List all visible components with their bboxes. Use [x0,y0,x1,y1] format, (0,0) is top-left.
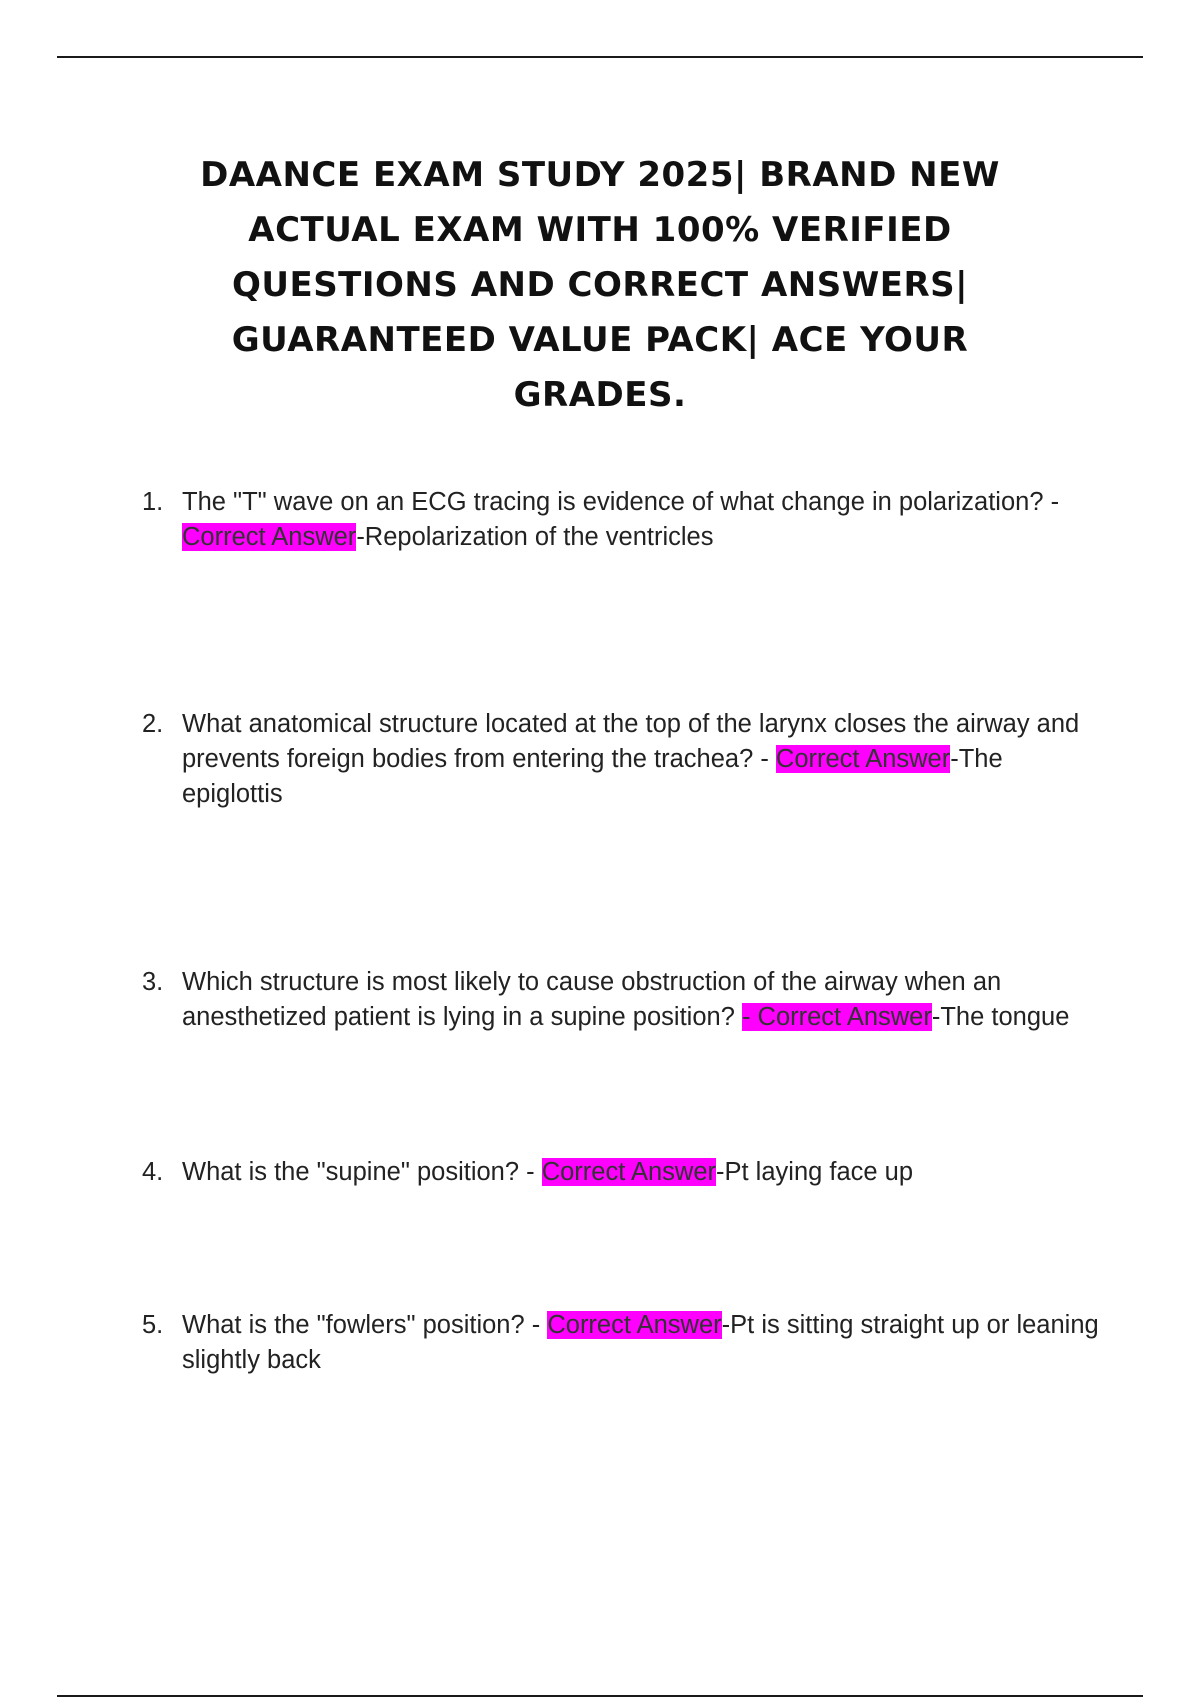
footer-rule [57,1695,1143,1697]
answer-text: -Repolarization of the ventricles [356,523,714,551]
question-number: 3. [142,968,164,996]
correct-answer-highlight: Correct Answer [775,745,951,773]
question-text: What anatomical structure located at the top of the larynx closes the airway and prevents foreign bodies from entering the trachea? - [182,710,1080,773]
correct-answer-highlight: Correct Answer [547,1311,722,1339]
answer-text: -Pt laying face up [716,1158,914,1186]
question-text: The "T" wave on an ECG tracing is evidence of what change in polarization? - [182,488,1060,516]
correct-answer-highlight: - Correct Answer [741,1003,932,1031]
document-title: DAANCE EXAM STUDY 2025| BRAND NEW ACTUAL EXAM WITH 100% VERIFIED QUESTIONS AND CORRECT ANSWERS| GUARANTEED VALUE PACK| ACE YOUR GRADES. [200,155,1000,415]
question-item-2 [140,707,1100,812]
question-text: What is the "supine" position? - [182,1158,542,1186]
correct-answer-highlight: Correct Answer [182,523,357,551]
answer-text: -The epiglottis [182,745,1003,808]
question-item-4 [140,1155,1100,1190]
answer-text: -The tongue [931,1003,1070,1031]
question-text: Which structure is most likely to cause obstruction of the airway when an anesthetized patient is lying in a supine position? [182,968,1002,1031]
question-number: 2. [142,710,164,738]
question-text: What is the "fowlers" position? - [182,1311,548,1339]
question-item-5 [140,1308,1100,1378]
correct-answer-highlight: Correct Answer [541,1158,717,1186]
question-number: 1. [142,488,164,516]
question-item-3 [140,965,1100,1035]
question-item-1 [140,485,1100,555]
question-number: 4. [142,1158,164,1186]
header-rule [57,56,1143,58]
question-list [140,485,1100,1378]
answer-text: -Pt is sitting straight up or leaning slightly back [182,1311,1099,1374]
question-number: 5. [142,1311,164,1339]
